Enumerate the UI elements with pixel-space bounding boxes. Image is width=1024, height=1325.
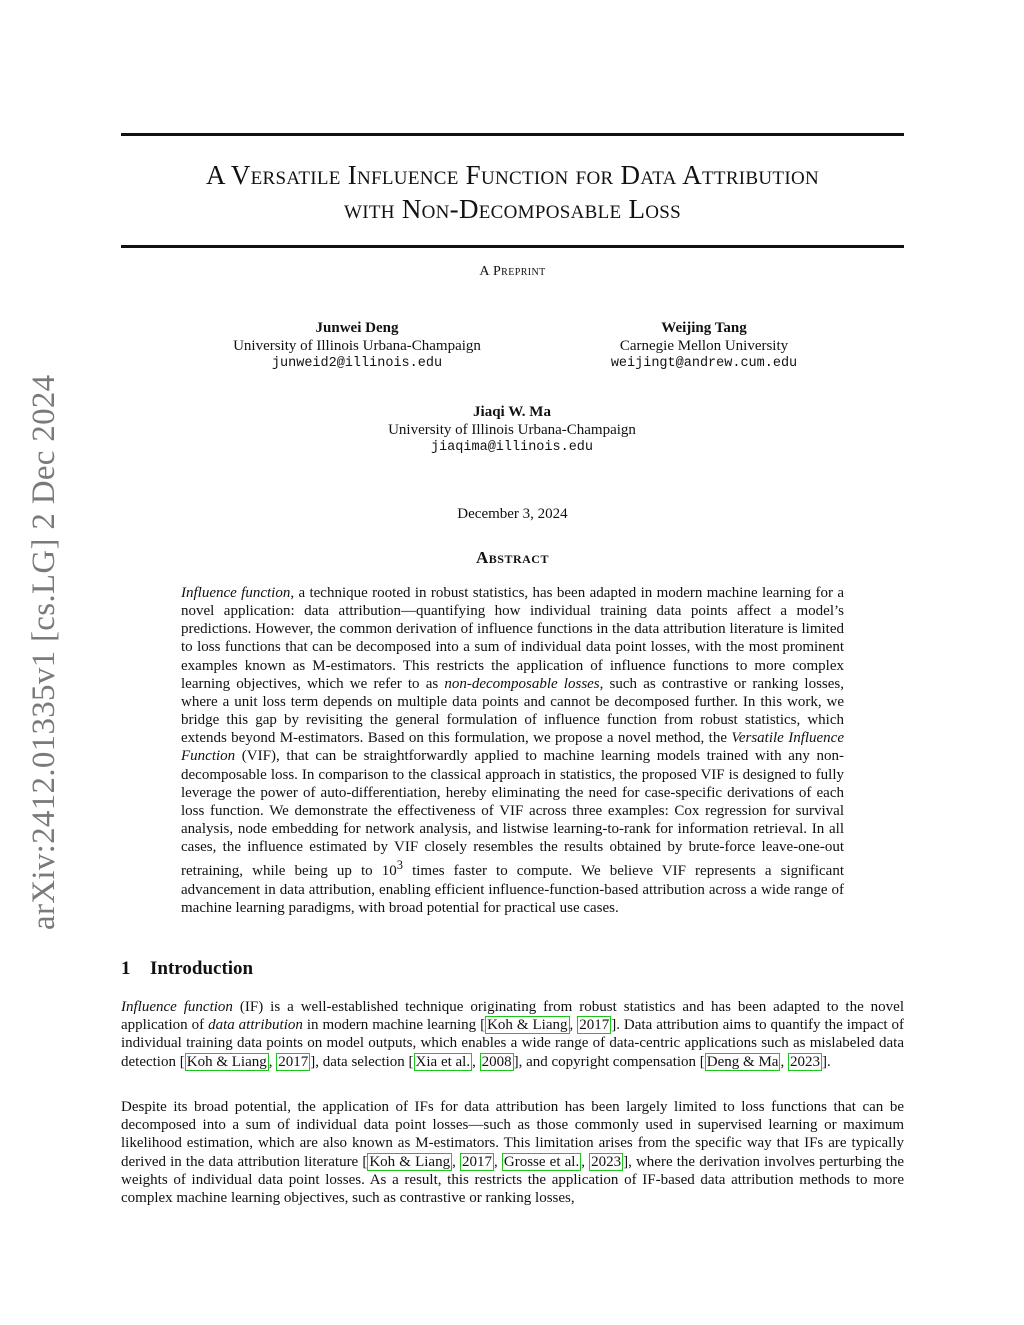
author-name: Jiaqi W. Ma (473, 404, 551, 420)
abstract-segment: times faster to compute. We believe VIF represents a significant advancement in data attribution, enabling efficient influence-function-based attribution across a wide range of machine learning paradigms, with broad potential for practical use cases. (181, 863, 844, 916)
abstract-text (181, 584, 844, 917)
author-name: Weijing Tang (661, 320, 747, 336)
paper-title (121, 158, 904, 226)
speedup-exponent: 3 (396, 858, 404, 873)
citation-link[interactable]: 2008 (481, 1053, 512, 1070)
citation-link[interactable]: Koh & Liang (186, 1053, 267, 1070)
citation-link[interactable]: Koh & Liang (487, 1017, 568, 1034)
citation-link[interactable]: Deng & Ma (706, 1053, 779, 1070)
abstract-emphasis: Versatile Influence Function (181, 730, 845, 765)
citation-link[interactable]: 2023 (591, 1153, 622, 1170)
text-segment: ], and copyright compensation [ (513, 1053, 705, 1070)
author-block (200, 319, 514, 373)
citation-link[interactable]: 2017 (461, 1153, 492, 1170)
section-number: 1 (121, 958, 131, 979)
title-line-1: A Versatile Influence Function for Data Attribution (205, 160, 819, 190)
speedup-base: 10 (381, 863, 397, 880)
text-segment: in modern machine learning [ (302, 1017, 486, 1034)
citation-link[interactable]: 2023 (789, 1053, 820, 1070)
text-segment: (IF) is a well-established technique originating from robust statistics and has been adapted to the novel application of (121, 999, 904, 1034)
citation-link[interactable]: Koh & Liang (369, 1153, 451, 1170)
title-rule-bottom (121, 245, 904, 248)
author-block (340, 403, 684, 457)
section-title: Introduction (150, 958, 254, 979)
preprint-label: A Preprint (479, 264, 546, 279)
intro-paragraph-2: Despite its broad potential, the application of IFs for data attribution has been largely limited to loss functions that can be decomposed into a sum of individual data point losses—such as those commonly used in supervised learning or maximum likelihood estimation, which are also known as M-estimators. This limitation arises from the specific way that IFs are typically derived in the data attribution literature [ Koh & Liang , 2017 , Grosse et al. , 2023 ], where the derivation involves perturbing the weights of individual data point losses. As a result, this restricts the application of IF-based data attribution methods to more complex machine learning objectives, such as contrastive or ranking losses, (121, 1099, 905, 1207)
text-segment: ]. (821, 1053, 831, 1070)
abstract-emphasis: non-decomposable losses (444, 675, 600, 692)
arxiv-stamp: arXiv:2412.01335v1 [cs.LG] 2 Dec 2024 (26, 374, 62, 930)
text-segment: ], where the derivation involves perturbing the weights of individual data point losses. As a result, this restricts the application of IF-based data attribution methods to more complex machine learning objectives, such as contrastive or ranking losses, (121, 1153, 905, 1207)
term-emphasis: data attribution (208, 1017, 303, 1034)
author-email[interactable]: weijingt@andrew.cum.edu (610, 356, 798, 371)
author-affiliation: University of Illinois Urbana-Champaign (388, 422, 636, 438)
author-affiliation: University of Illinois Urbana-Champaign (233, 338, 481, 354)
author-name: Junwei Deng (315, 320, 399, 336)
abstract-segment: (VIF), that can be straightforwardly applied to machine learning models trained with any non-decomposable loss. In comparison to the classical approach in statistics, the proposed VIF is designed to fully leverage the power of auto-differentiation, hereby eliminating the need for case-specific derivations of each loss function. We demonstrate the effectiveness of VIF across three examples: Cox regression for survival analysis, node embedding for network analysis, and listwise learning-to-rank for information retrieval. In all cases, the influence estimated by VIF closely resembles the results obtained by brute-force leave-one-out retraining, while being up to (181, 748, 844, 880)
citation-link[interactable]: 2017 (579, 1017, 610, 1034)
abstract-segment: , a technique rooted in robust statistics, has been adapted in modern machine learning for a novel application: data attribution—quantifying how individual training data points affect a model’s predictions. However, the common derivation of influence functions in the data attribution literature is limited to loss functions that can be decomposed into a sum of individual data point losses, with the most prominent examples known as M-estimators. This restricts the application of influence functions to more complex learning objectives, which we refer to as (181, 585, 844, 692)
paper-date: December 3, 2024 (457, 506, 568, 522)
author-block (574, 319, 834, 373)
text-segment: Despite its broad potential, the application of IFs for data attribution has been largely limited to loss functions that can be decomposed into a sum of individual data point losses—such as those commonly used in supervised learning or maximum likelihood estimation, which are also known as M-estimators. This limitation arises from the specific way that IFs are typically derived in the data attribution literature [ (121, 1099, 904, 1170)
speedup-factor (381, 858, 404, 880)
citation-link[interactable]: Xia et al. (415, 1053, 471, 1070)
abstract-emphasis: Influence function (181, 585, 291, 601)
text-segment: ], data selection [ (310, 1053, 414, 1070)
citation-link[interactable]: Grosse et al. (503, 1153, 580, 1170)
abstract-heading: Abstract (476, 548, 549, 567)
text-segment: ]. Data attribution aims to quantify the impact of individual training data points on model outputs, which enables a wide range of data-centric applications such as mislabeled data detection [ (121, 1017, 905, 1070)
title-rule-top (121, 133, 904, 136)
section-heading (121, 958, 253, 980)
author-email[interactable]: jiaqima@illinois.edu (430, 440, 594, 455)
title-line-2: with Non-Decomposable Loss (343, 194, 682, 224)
author-affiliation: Carnegie Mellon University (619, 338, 789, 354)
intro-paragraph-1: Influence function (IF) is a well-established technique originating from robust statistics and has been adapted to the novel application of data attribution in modern machine learning [ Koh & Liang , 2017 ]. Data attribution aims to quantify the impact of individual training data points on model outputs, which enables a wide range of data-centric applications such as mislabeled data detection [ Koh & Liang , 2017 ], data selection [ Xia et al. , 2008 ], and copyright compensation [ Deng & Ma , 2023 ]. (121, 999, 905, 1070)
citation-link[interactable]: 2017 (278, 1053, 309, 1070)
abstract-segment: , such as contrastive or ranking losses, where a unit loss term depends on multiple data points and cannot be decomposed further. In this work, we bridge this gap by revisiting the general formulation of influence function from robust statistics, which extends beyond M-estimators. Based on this formulation, we propose a novel method, the (181, 675, 844, 747)
term-emphasis: Influence function (121, 999, 233, 1015)
author-email[interactable]: junweid2@illinois.edu (271, 356, 443, 371)
